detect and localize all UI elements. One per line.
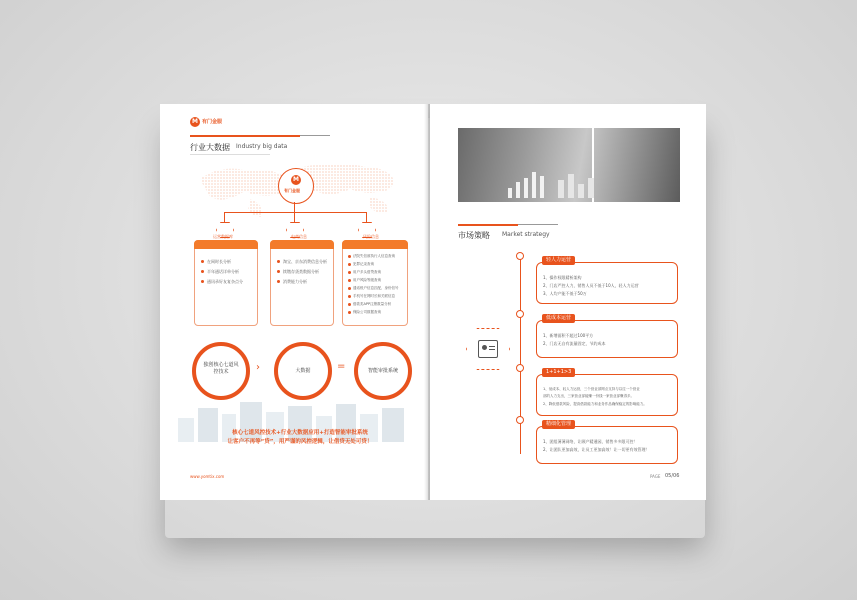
flow-circle-step2 [274, 342, 332, 400]
strategy-card-1 [536, 262, 678, 304]
id-card-avatar [482, 345, 487, 350]
strategy-line: 2、降低借款风险，提高借款能力和业务作品确保稳定的影响能力。 [543, 402, 647, 406]
business-photo [458, 128, 680, 202]
timeline-dot [516, 416, 524, 424]
left-page [160, 104, 428, 500]
list-item: 借款类APP注册数量分析 [353, 302, 392, 306]
title-accent-bar [190, 135, 300, 137]
flow-arrow-icon: › [256, 362, 260, 373]
center-logo-icon: M [291, 175, 301, 185]
connector-left [224, 212, 225, 222]
column-header: 运营数据库 [213, 234, 233, 239]
strategy-card-4 [536, 426, 678, 464]
strategy-card-3 [536, 374, 678, 416]
flow-circle-step3 [354, 342, 412, 400]
bullet-icon [348, 303, 351, 306]
timeline-dot [516, 252, 524, 260]
bullet-icon [348, 287, 351, 290]
column-card-operator [194, 234, 258, 326]
strategy-line: 1、团组薄薄网络，让顾产精通园，销售多多限可控！ [543, 439, 638, 444]
column-header: 风险信息 [363, 234, 379, 239]
title-divider [518, 224, 558, 225]
list-item: 法院失信被执行人信息查询 [353, 254, 395, 258]
flow-equals-icon: = [337, 361, 346, 372]
flow-step1-label: 独创核心七道风控技术 [203, 362, 239, 375]
strategy-line: 2、门店无自有流量固定，节约成本 [543, 341, 606, 346]
strategy-tag-3: 1+1+1>3 [542, 368, 575, 377]
strategy-line: 1、低成本、轻人力运营，三个营业部网点支持与以往一个营业 [543, 387, 640, 391]
card-header-bar [342, 240, 408, 249]
bullet-icon [277, 270, 280, 273]
timeline-line [520, 254, 521, 454]
flow-step3-label: 智能审批系统 [367, 368, 398, 374]
strategy-tag-4: 精细化管理 [542, 420, 575, 429]
slogan-line1: 核心七道风控技术+行业大数据应用+打造智能审批系统 [232, 430, 368, 436]
list-item: 半年通话详单分析 [207, 269, 239, 274]
list-item: 淘宝、京东消费信息分析 [283, 259, 327, 264]
strategy-card-2 [536, 320, 678, 358]
column-header: 电商信息 [291, 234, 307, 239]
bullet-icon [348, 271, 351, 274]
brand-name: 有门金服 [202, 119, 223, 125]
strategy-line: 2、让团队更加高效，让员工更加高效！让一切更有效管理！ [543, 447, 650, 452]
center-logo-circle [278, 168, 314, 204]
list-item: 保险公司数据查询 [353, 310, 381, 314]
connector-middle [294, 212, 295, 222]
list-item: 消费能力分析 [283, 279, 307, 284]
title-underline [190, 154, 270, 155]
bullet-icon [277, 280, 280, 283]
list-item: 续缴存货类数据分析 [283, 269, 319, 274]
connector-right [366, 212, 367, 222]
list-item: 犯罪记录查询 [353, 262, 374, 266]
section-title-cn: 市场策略 [458, 231, 490, 240]
bullet-icon [348, 279, 351, 282]
footer-url[interactable]: www.yomtix.com [190, 474, 225, 479]
bullet-icon [201, 260, 204, 263]
strategy-line: 3、人均产能不低于50万 [543, 291, 587, 296]
section-title-en: Market strategy [502, 231, 550, 238]
connector-vertical [294, 202, 295, 212]
list-item: 通讯录好友复杂点分 [207, 279, 243, 284]
bullet-icon [348, 295, 351, 298]
strategy-line: 1、操作权限精析架构 [543, 275, 582, 280]
bullet-icon [348, 255, 351, 258]
bullet-icon [201, 280, 204, 283]
card-header-bar [194, 240, 258, 249]
list-item: 用户风险等级查询 [353, 278, 381, 282]
title-divider [300, 135, 330, 136]
card-header-bar [270, 240, 334, 249]
bullet-icon [348, 311, 351, 314]
section-title-cn: 行业大数据 [190, 143, 230, 152]
list-item: 在网时长分析 [207, 259, 231, 264]
center-logo-text: 有门金服 [284, 188, 300, 193]
strategy-tag-2: 低成本运营 [542, 314, 575, 323]
id-card-line [489, 346, 495, 347]
title-accent-bar [458, 224, 518, 226]
flow-circle-step1 [192, 342, 250, 400]
list-item: 手机号在网时长和关联信息 [353, 294, 395, 298]
bullet-icon [201, 270, 204, 273]
id-card-icon [478, 340, 498, 358]
bullet-icon [348, 263, 351, 266]
bullet-icon [277, 260, 280, 263]
list-item: 用户多头借贷查询 [353, 270, 381, 274]
timeline-dot [516, 310, 524, 318]
connector-horizontal [224, 212, 366, 213]
chart-graphic-icon [498, 158, 618, 198]
page-label: PAGE [650, 474, 661, 479]
strategy-line: 2、门店严控人力，销售人员不低于10人，轻人力运营 [543, 283, 639, 288]
brand-logo-icon: M [190, 117, 200, 127]
page-number: 05/06 [665, 473, 680, 479]
strategy-tag-1: 轻人力运营 [542, 256, 575, 265]
column-card-risk [342, 234, 408, 326]
section-title-en: Industry big data [236, 143, 288, 150]
column-card-ecommerce [270, 234, 334, 326]
slogan-line2: 让客户不再等“贷”，用严谨的风控逻辑，让借贷无处可贷！ [227, 439, 373, 445]
strategy-line: 1、新增面积不超过100平方 [543, 333, 594, 338]
id-card-line [489, 349, 495, 350]
list-item: 通话账户信息匹配、身份信号 [353, 286, 399, 290]
flow-step2-label: 大数据 [295, 368, 311, 374]
timeline-dot [516, 364, 524, 372]
strategy-line: 部的人力支出，三家营业部能赚一份钱一家营业部赚得多。 [543, 394, 634, 398]
